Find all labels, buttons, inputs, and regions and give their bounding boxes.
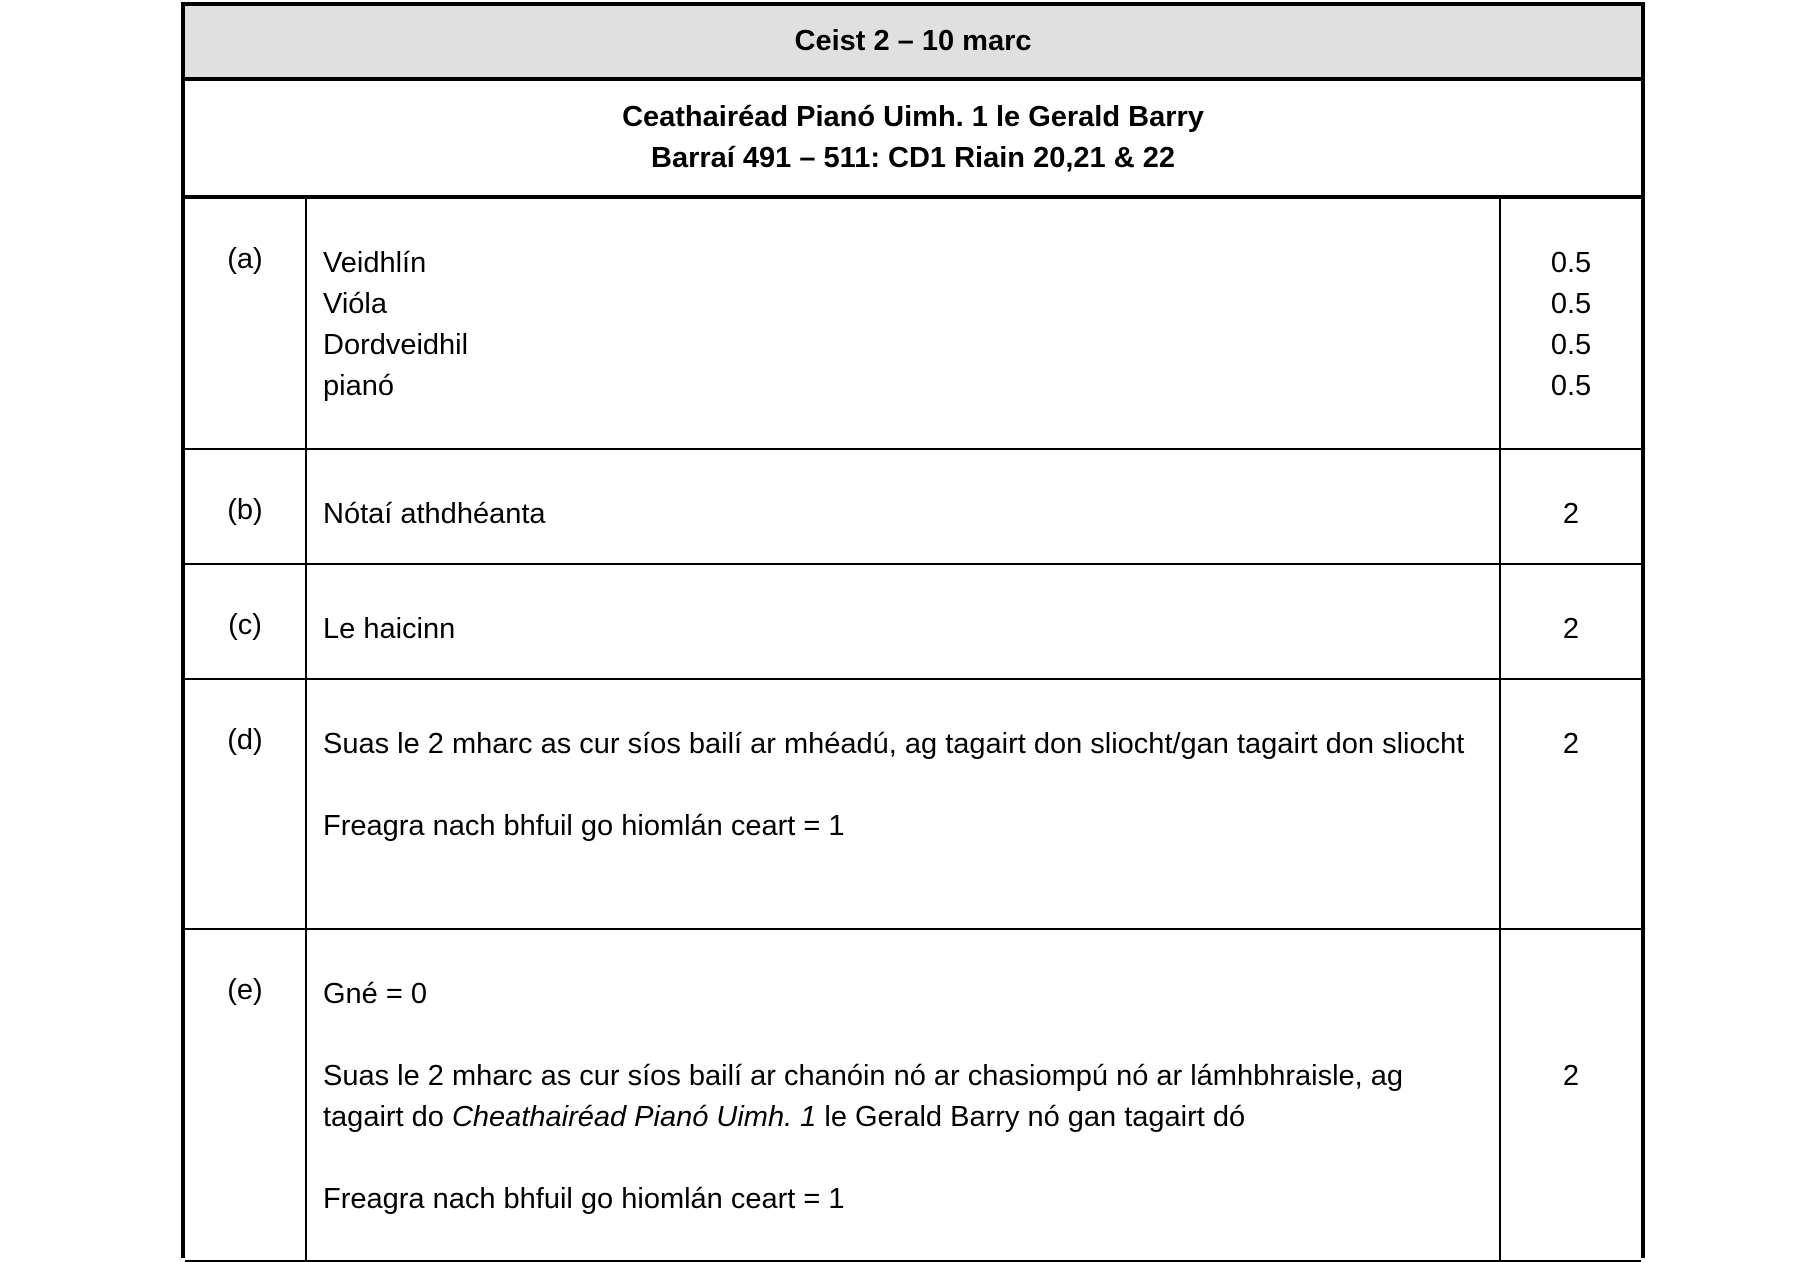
answer-line: Gné = 0 — [323, 978, 427, 1010]
marks-cell — [1501, 565, 1641, 678]
marks-cell — [1501, 930, 1641, 1260]
piece-reference: Barraí 491 – 511: CD1 Riain 20,21 & 22 — [651, 142, 1175, 174]
mark-value: 2 — [1562, 728, 1580, 760]
mark-value: 2 — [1562, 498, 1580, 530]
answer-cell — [307, 930, 1501, 1260]
answer-line: Freagra nach bhfuil go hiomlán ceart = 1 — [323, 810, 845, 842]
answer-line: Dordveidhil — [323, 329, 469, 361]
marks-cell — [1501, 199, 1641, 448]
answer-cell — [307, 680, 1501, 928]
mark-value: 0.5 — [1550, 370, 1592, 402]
mark-value: 2 — [1562, 613, 1580, 645]
marks-cell — [1501, 450, 1641, 563]
answer-line: Freagra nach bhfuil go hiomlán ceart = 1 — [323, 1183, 845, 1215]
answer-line: Veidhlín — [323, 247, 427, 279]
row-label: (e) — [185, 930, 307, 1260]
answer-line: pianó — [323, 370, 394, 402]
question-title: Ceist 2 – 10 marc — [794, 25, 1032, 57]
answer-line: Vióla — [323, 288, 387, 320]
mark-value: 2 — [1562, 1060, 1580, 1092]
answer-cell — [307, 565, 1501, 678]
answer-line: Le haicinn — [323, 613, 456, 645]
answer-text: Suas le 2 mharc as cur síos bailí ar chanóin nó ar chasiompú nó ar lámhbhraisle, ag tagairt do — [323, 1060, 1404, 1133]
piece-title: Ceathairéad Pianó Uimh. 1 le Gerald Barry — [622, 101, 1204, 133]
answer-cell — [307, 450, 1501, 563]
piece-subheader — [185, 81, 1641, 199]
table-row-a — [185, 199, 1641, 450]
table-row-e — [185, 930, 1641, 1262]
marks-cell — [1501, 680, 1641, 928]
answer-text: le Gerald Barry nó gan tagairt dó — [816, 1101, 1246, 1133]
row-label: (d) — [185, 680, 307, 928]
marking-scheme-table — [181, 2, 1645, 1258]
row-label: (b) — [185, 450, 307, 563]
answer-cell — [307, 199, 1501, 448]
answer-line: Nótaí athdhéanta — [323, 498, 546, 530]
mark-value: 0.5 — [1550, 329, 1592, 361]
mark-value: 0.5 — [1550, 247, 1592, 279]
row-label: (c) — [185, 565, 307, 678]
table-row-d — [185, 680, 1641, 930]
table-row-c — [185, 565, 1641, 680]
question-header — [185, 6, 1641, 81]
row-label: (a) — [185, 199, 307, 448]
answer-line: Suas le 2 mharc as cur síos bailí ar mhéadú, ag tagairt don sliocht/gan tagairt don sliocht — [323, 728, 1465, 760]
table-row-b — [185, 450, 1641, 565]
answer-line — [323, 1056, 1483, 1138]
mark-value: 0.5 — [1550, 288, 1592, 320]
work-title: Cheathairéad Pianó Uimh. 1 — [451, 1101, 817, 1133]
